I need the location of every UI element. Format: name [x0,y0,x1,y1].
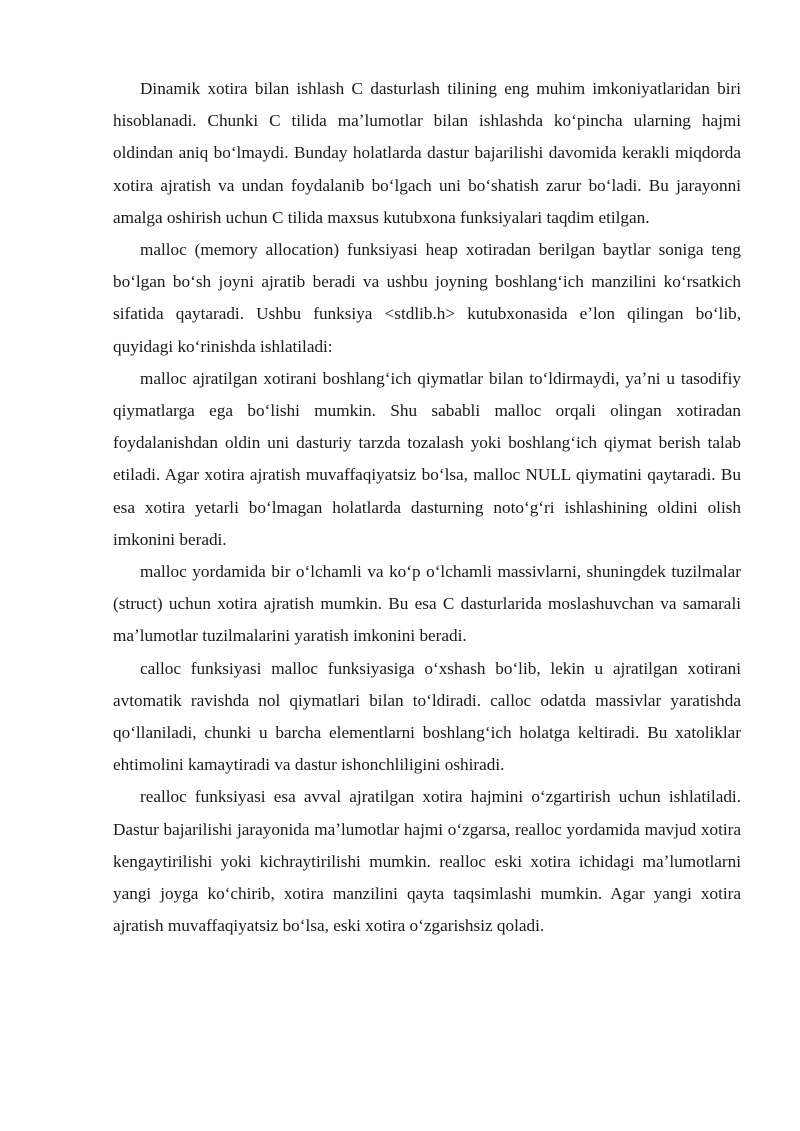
paragraph-malloc-definition: malloc (memory allocation) funksiyasi heap xotiradan berilgan baytlar soniga teng boʻlgan boʻsh joyni ajratib beradi va ushbu joyning boshlangʻich manzilini koʻrsatkich sifatida qaytaradi. Ushbu funksiya <stdlib.h> kutubxonasida eʼlon qilingan boʻlib, quyidagi koʻrinishda ishlatiladi: [113,240,741,356]
paragraph-realloc: realloc funksiyasi esa avval ajratilgan xotira hajmini oʻzgartirish uchun ishlatiladi. Dastur bajarilishi jarayonida maʼlumotlar hajmi oʻzgarsa, realloc yordamida mavjud xotira kengaytirilishi yoki kichraytirilishi mumkin. realloc eski xotira ichidagi maʼlumotlarni yangi joyga koʻchirib, xotira manzilini qayta taqsimlashi mumkin. Agar yangi xotira ajratish muvaffaqiyatsiz boʻlsa, eski xotira oʻzgarishsiz qoladi. [113,787,741,936]
document-body [113,73,741,942]
paragraph-malloc-arrays-structs: malloc yordamida bir oʻlchamli va koʻp oʻlchamli massivlarni, shuningdek tuzilmalar (struct) uchun xotira ajratish mumkin. Bu esa C dasturlarida moslashuvchan va samarali maʼlumotlar tuzilmalarini yaratish imkonini beradi. [113,562,741,646]
paragraph-dynamic-memory-intro: Dinamik xotira bilan ishlash C dasturlash tilining eng muhim imkoniyatlaridan biri hisoblanadi. Chunki C tilida maʼlumotlar bilan ishlashda koʻpincha ularning hajmi oldindan aniq boʻlmaydi. Bunday holatlarda dastur bajarilishi davomida kerakli miqdorda xotira ajratish va undan foydalanib boʻlgach uni boʻshatish zarur boʻladi. Bu jarayonni amalga oshirish uchun C tilida maxsus kutubxona funksiyalari taqdim etilgan. [113,79,741,227]
paragraph-malloc-uninitialized: malloc ajratilgan xotirani boshlangʻich qiymatlar bilan toʻldirmaydi, yaʼni u tasodifiy qiymatlarga ega boʻlishi mumkin. Shu sababli malloc orqali olingan xotiradan foydalanishdan oldin uni dasturiy tarzda tozalash yoki boshlangʻich qiymat berish talab etiladi. Agar xotira ajratish muvaffaqiyatsiz boʻlsa, malloc NULL qiymatini qaytaradi. Bu esa xotira yetarli boʻlmagan holatlarda dasturning notoʻgʻri ishlashining oldini olish imkonini beradi. [113,368,741,549]
paragraph-calloc: calloc funksiyasi malloc funksiyasiga oʻxshash boʻlib, lekin u ajratilgan xotirani avtomatik ravishda nol qiymatlari bilan toʻldiradi. calloc odatda massivlar yaratishda qoʻllaniladi, chunki u barcha elementlarni boshlangʻich holatga keltiradi. Bu xatoliklar ehtimolini kamaytiradi va dastur ishonchliligini oshiradi. [113,658,741,775]
